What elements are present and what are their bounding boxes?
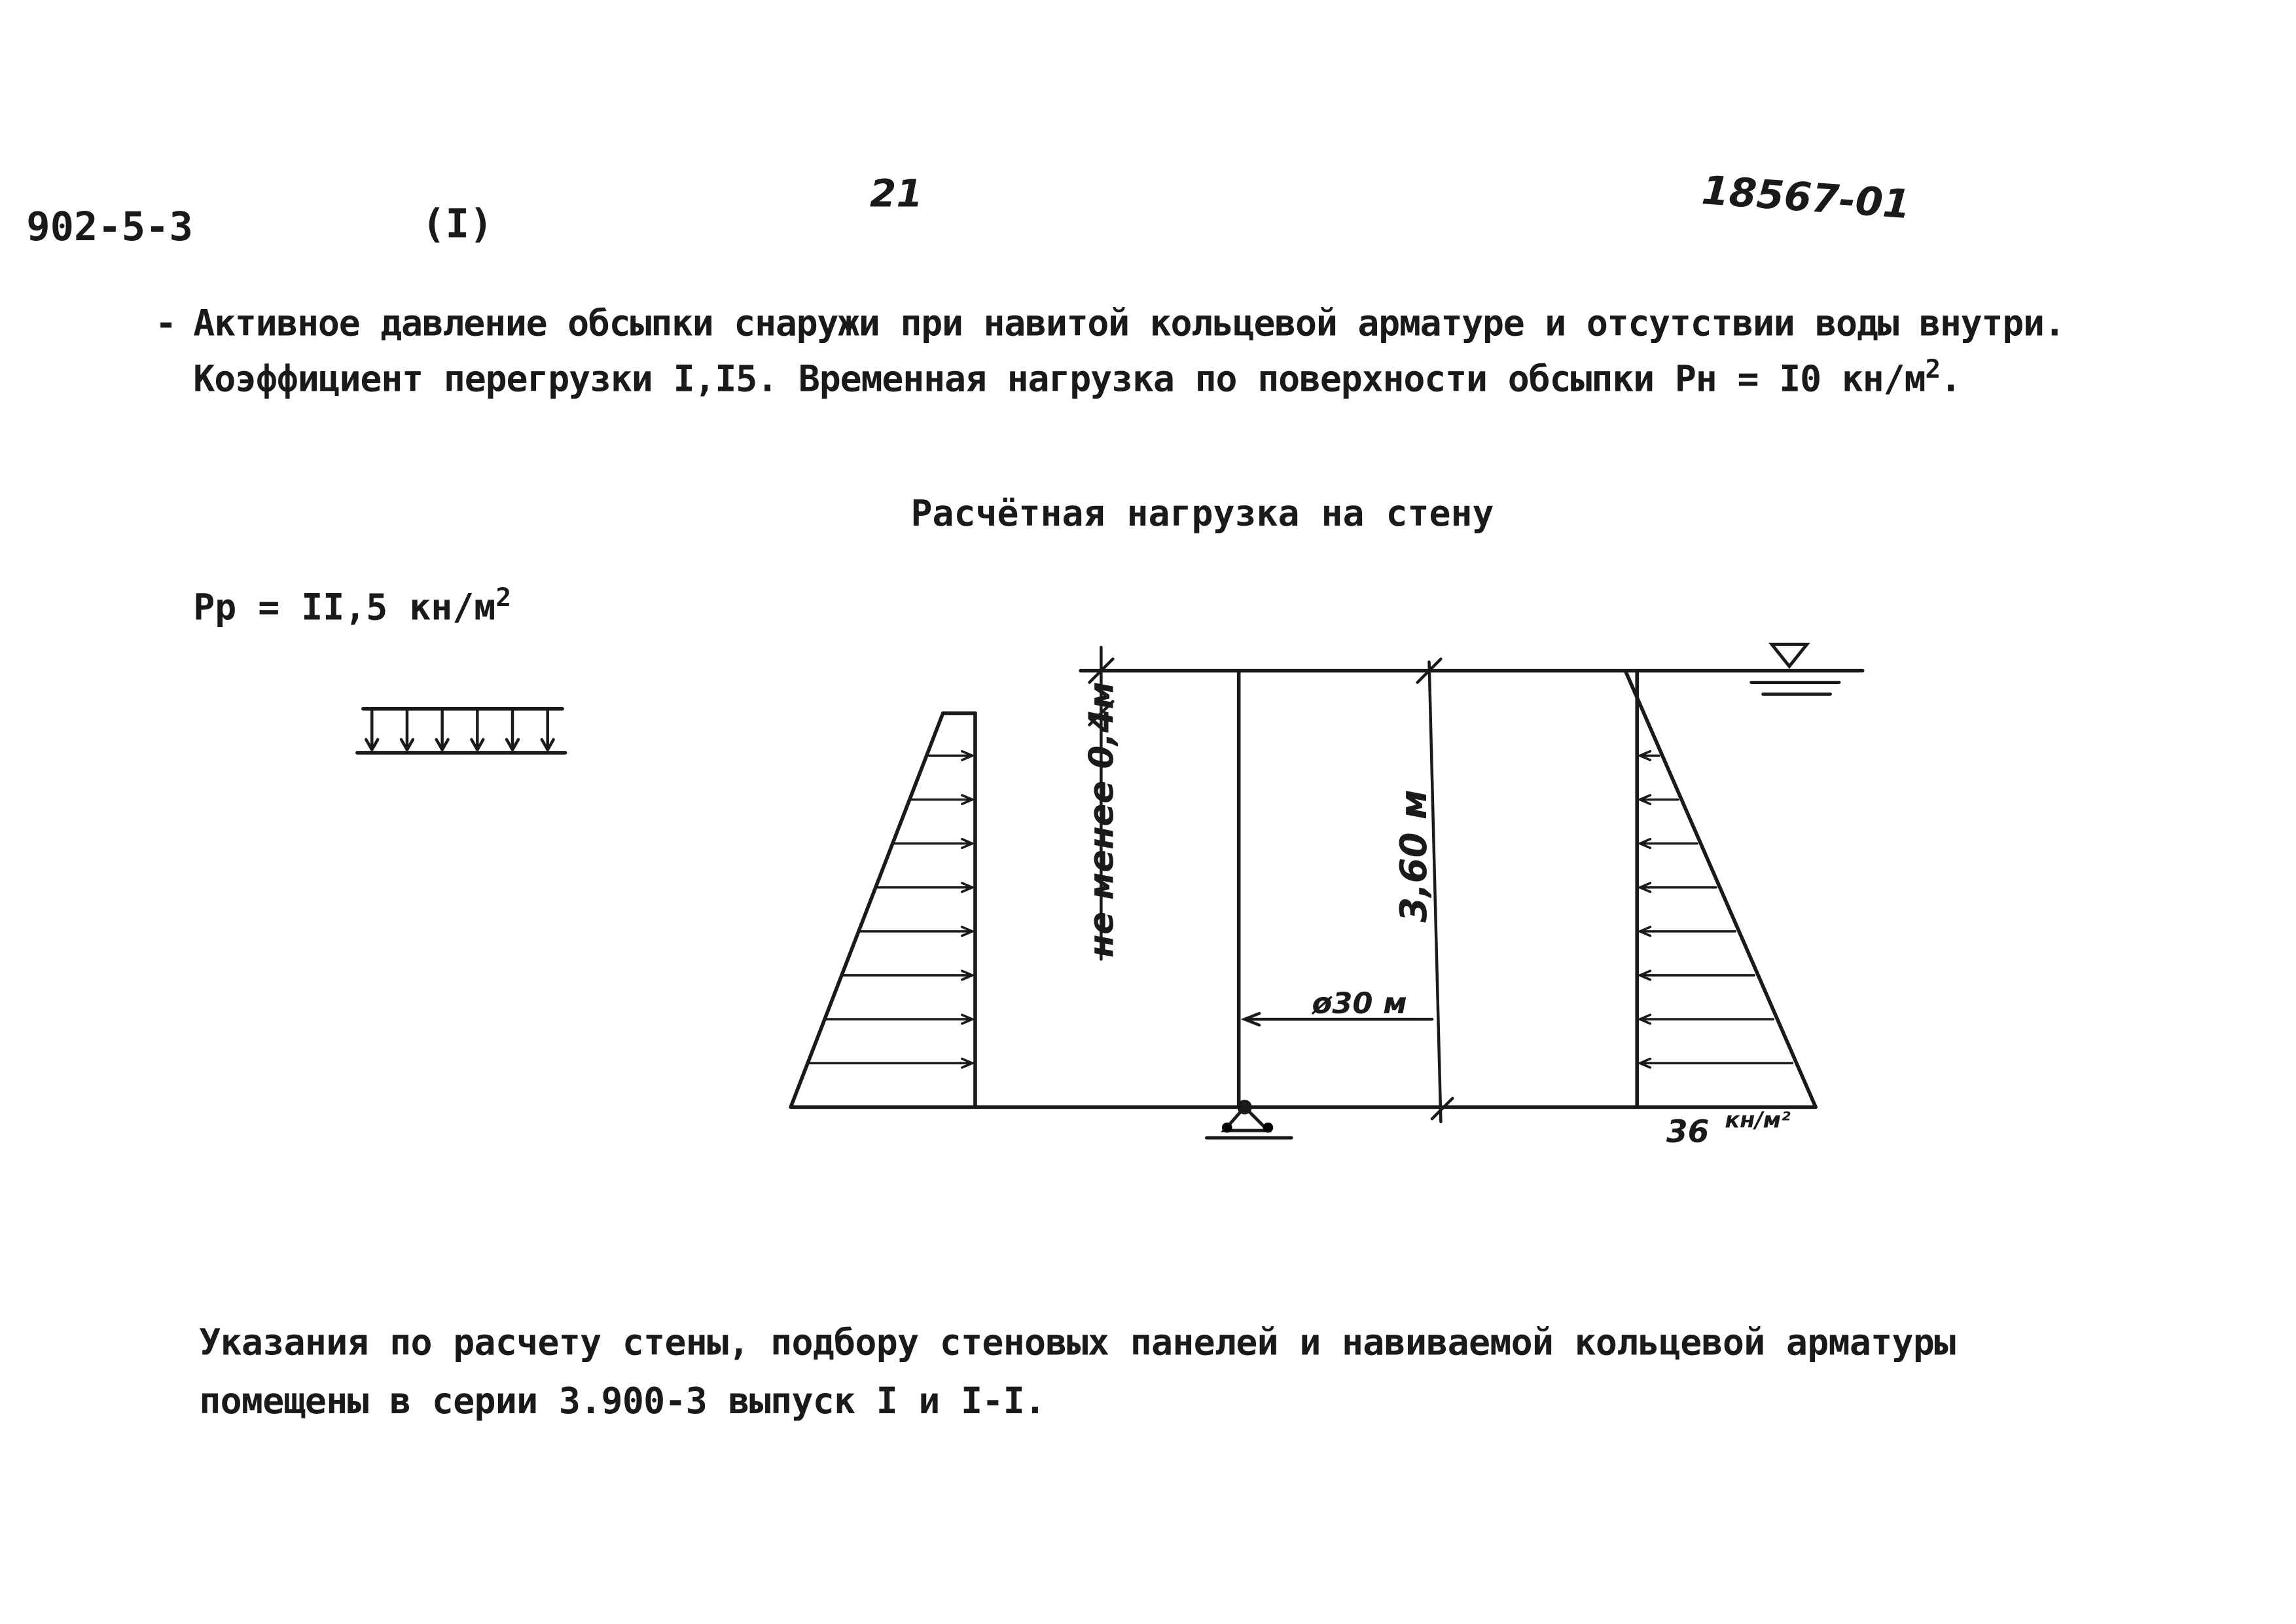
load-label-sup: 2 [495, 584, 512, 614]
min-depth-label: не менее 0,4м [1082, 681, 1122, 958]
left-pressure-diagram [791, 713, 975, 1108]
intro-line-1: Активное давление обсыпки снаружи при навитой кольцевой арматуре и отсутствии воды внутри. [193, 301, 2065, 344]
series-code: 902-5-3 [26, 205, 193, 251]
intro-line-2-end: . [1940, 357, 1961, 400]
intro-line-2-text: Коэффициент перегрузки I,I5. Временная нагрузка по поверхности обсыпки Pн = I0 кн/м [193, 357, 1926, 400]
section-title: Расчётная нагрузка на стену [910, 492, 1494, 535]
archive-number: 18567-01 [1700, 168, 1912, 228]
volume-number: (I) [422, 202, 493, 248]
diameter-label: ø30 м [1312, 986, 1407, 1021]
footnote-line-2: помещены в серии 3.900-3 выпуск I и I-I. [199, 1379, 1046, 1422]
max-pressure-value: 36 [1666, 1114, 1710, 1151]
footnote-line-1: Указания по расчету стены, подбору стеновых панелей и навиваемой кольцевой арматуры [199, 1320, 1956, 1363]
intro-line-2-sup: 2 [1925, 355, 1941, 386]
intro-dash: - [155, 301, 177, 344]
height-label: 3,60 м [1393, 789, 1436, 923]
page-number: 21 [869, 172, 923, 217]
load-label-text: Pp = II,5 кн/м [193, 585, 496, 628]
right-pressure-diagram [1625, 671, 1816, 1108]
max-pressure-unit: кн/м² [1725, 1107, 1791, 1133]
